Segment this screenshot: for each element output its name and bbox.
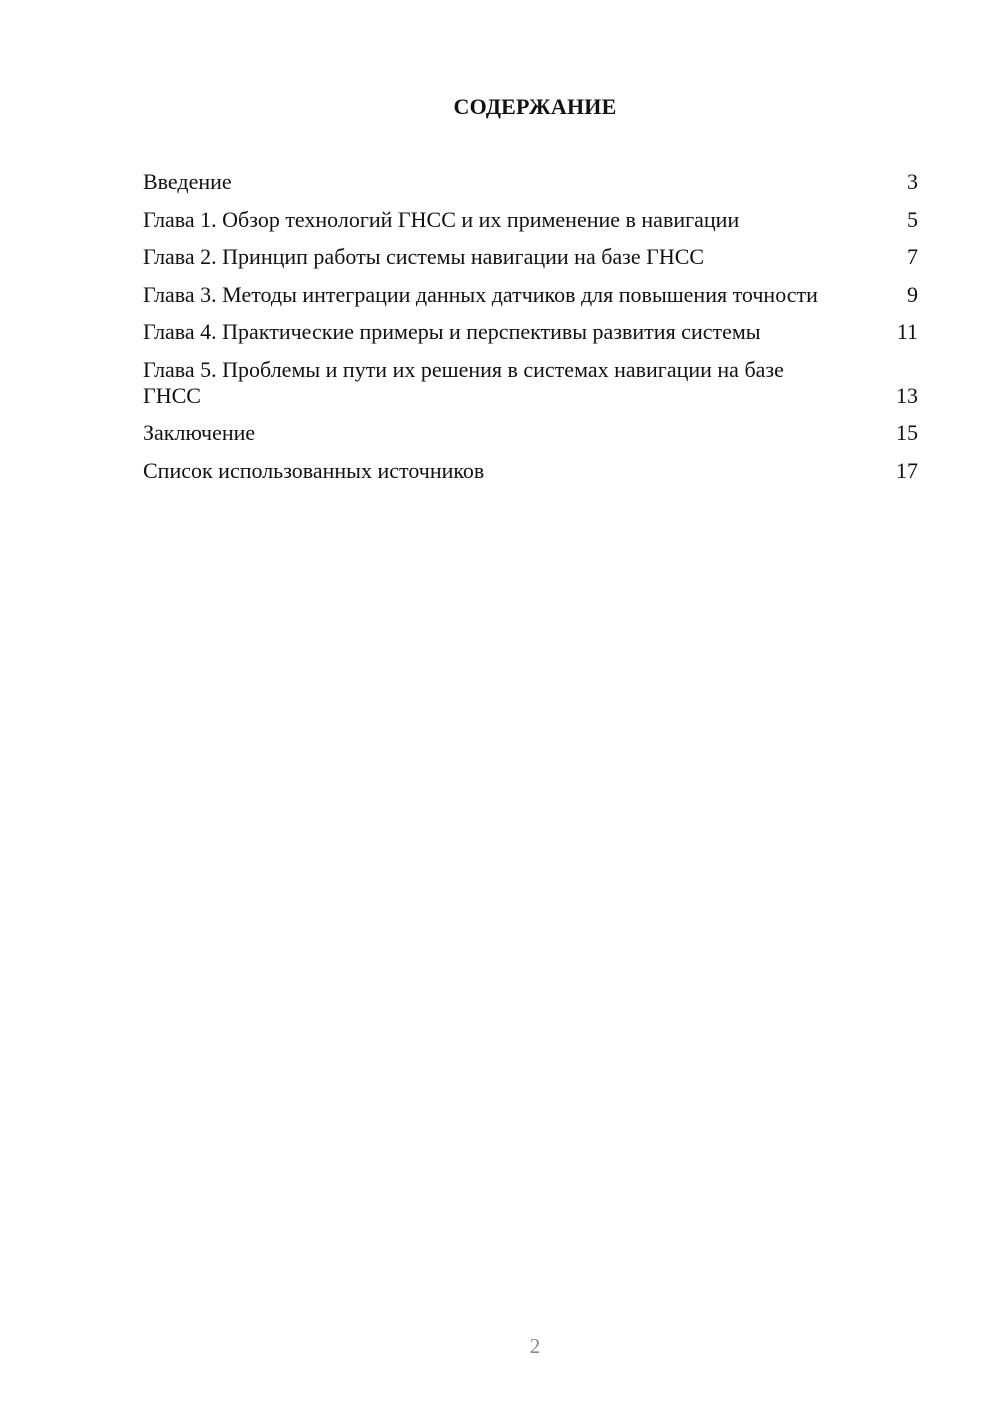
toc-entry-page-number: 13 xyxy=(896,382,918,408)
toc-entry-page-number: 3 xyxy=(907,169,918,194)
toc-entry-title: Глава 4. Практические примеры и перспективы развития системы xyxy=(143,319,761,344)
toc-entry-title: Глава 5. Проблемы и пути их решения в системах навигации на базе ГНСС xyxy=(143,356,784,408)
toc-entry-chapter-2 xyxy=(143,244,918,270)
toc-entry-title: Глава 3. Методы интеграции данных датчиков для повышения точности xyxy=(143,281,818,307)
toc-entry-page-number: 7 xyxy=(907,244,918,269)
table-of-contents xyxy=(143,169,918,495)
toc-entry-page-number: 9 xyxy=(907,281,918,307)
toc-entry-introduction xyxy=(143,169,918,195)
toc-entry-title: Заключение xyxy=(143,420,256,445)
toc-entry-title: Введение xyxy=(143,169,232,194)
toc-entry-page-number: 15 xyxy=(896,420,918,445)
toc-heading: СОДЕРЖАНИЕ xyxy=(453,94,617,119)
toc-entry-conclusion xyxy=(143,420,918,446)
toc-entry-page-number: 17 xyxy=(896,457,918,483)
toc-entry-page-number: 11 xyxy=(896,319,918,344)
toc-entry-references xyxy=(143,458,918,484)
toc-entry-chapter-3 xyxy=(143,282,918,308)
toc-entry-chapter-1 xyxy=(143,207,918,233)
toc-entry-title: Глава 2. Принцип работы системы навигации на базе ГНСС xyxy=(143,244,705,269)
toc-entry-chapter-5 xyxy=(143,357,918,409)
toc-entry-page-number: 5 xyxy=(907,206,918,232)
toc-entry-title: Список использованных источников xyxy=(143,457,485,483)
page-number: 2 xyxy=(529,1334,541,1358)
toc-entry-title: Глава 1. Обзор технологий ГНСС и их применение в навигации xyxy=(143,206,740,232)
toc-entry-chapter-4 xyxy=(143,319,918,345)
